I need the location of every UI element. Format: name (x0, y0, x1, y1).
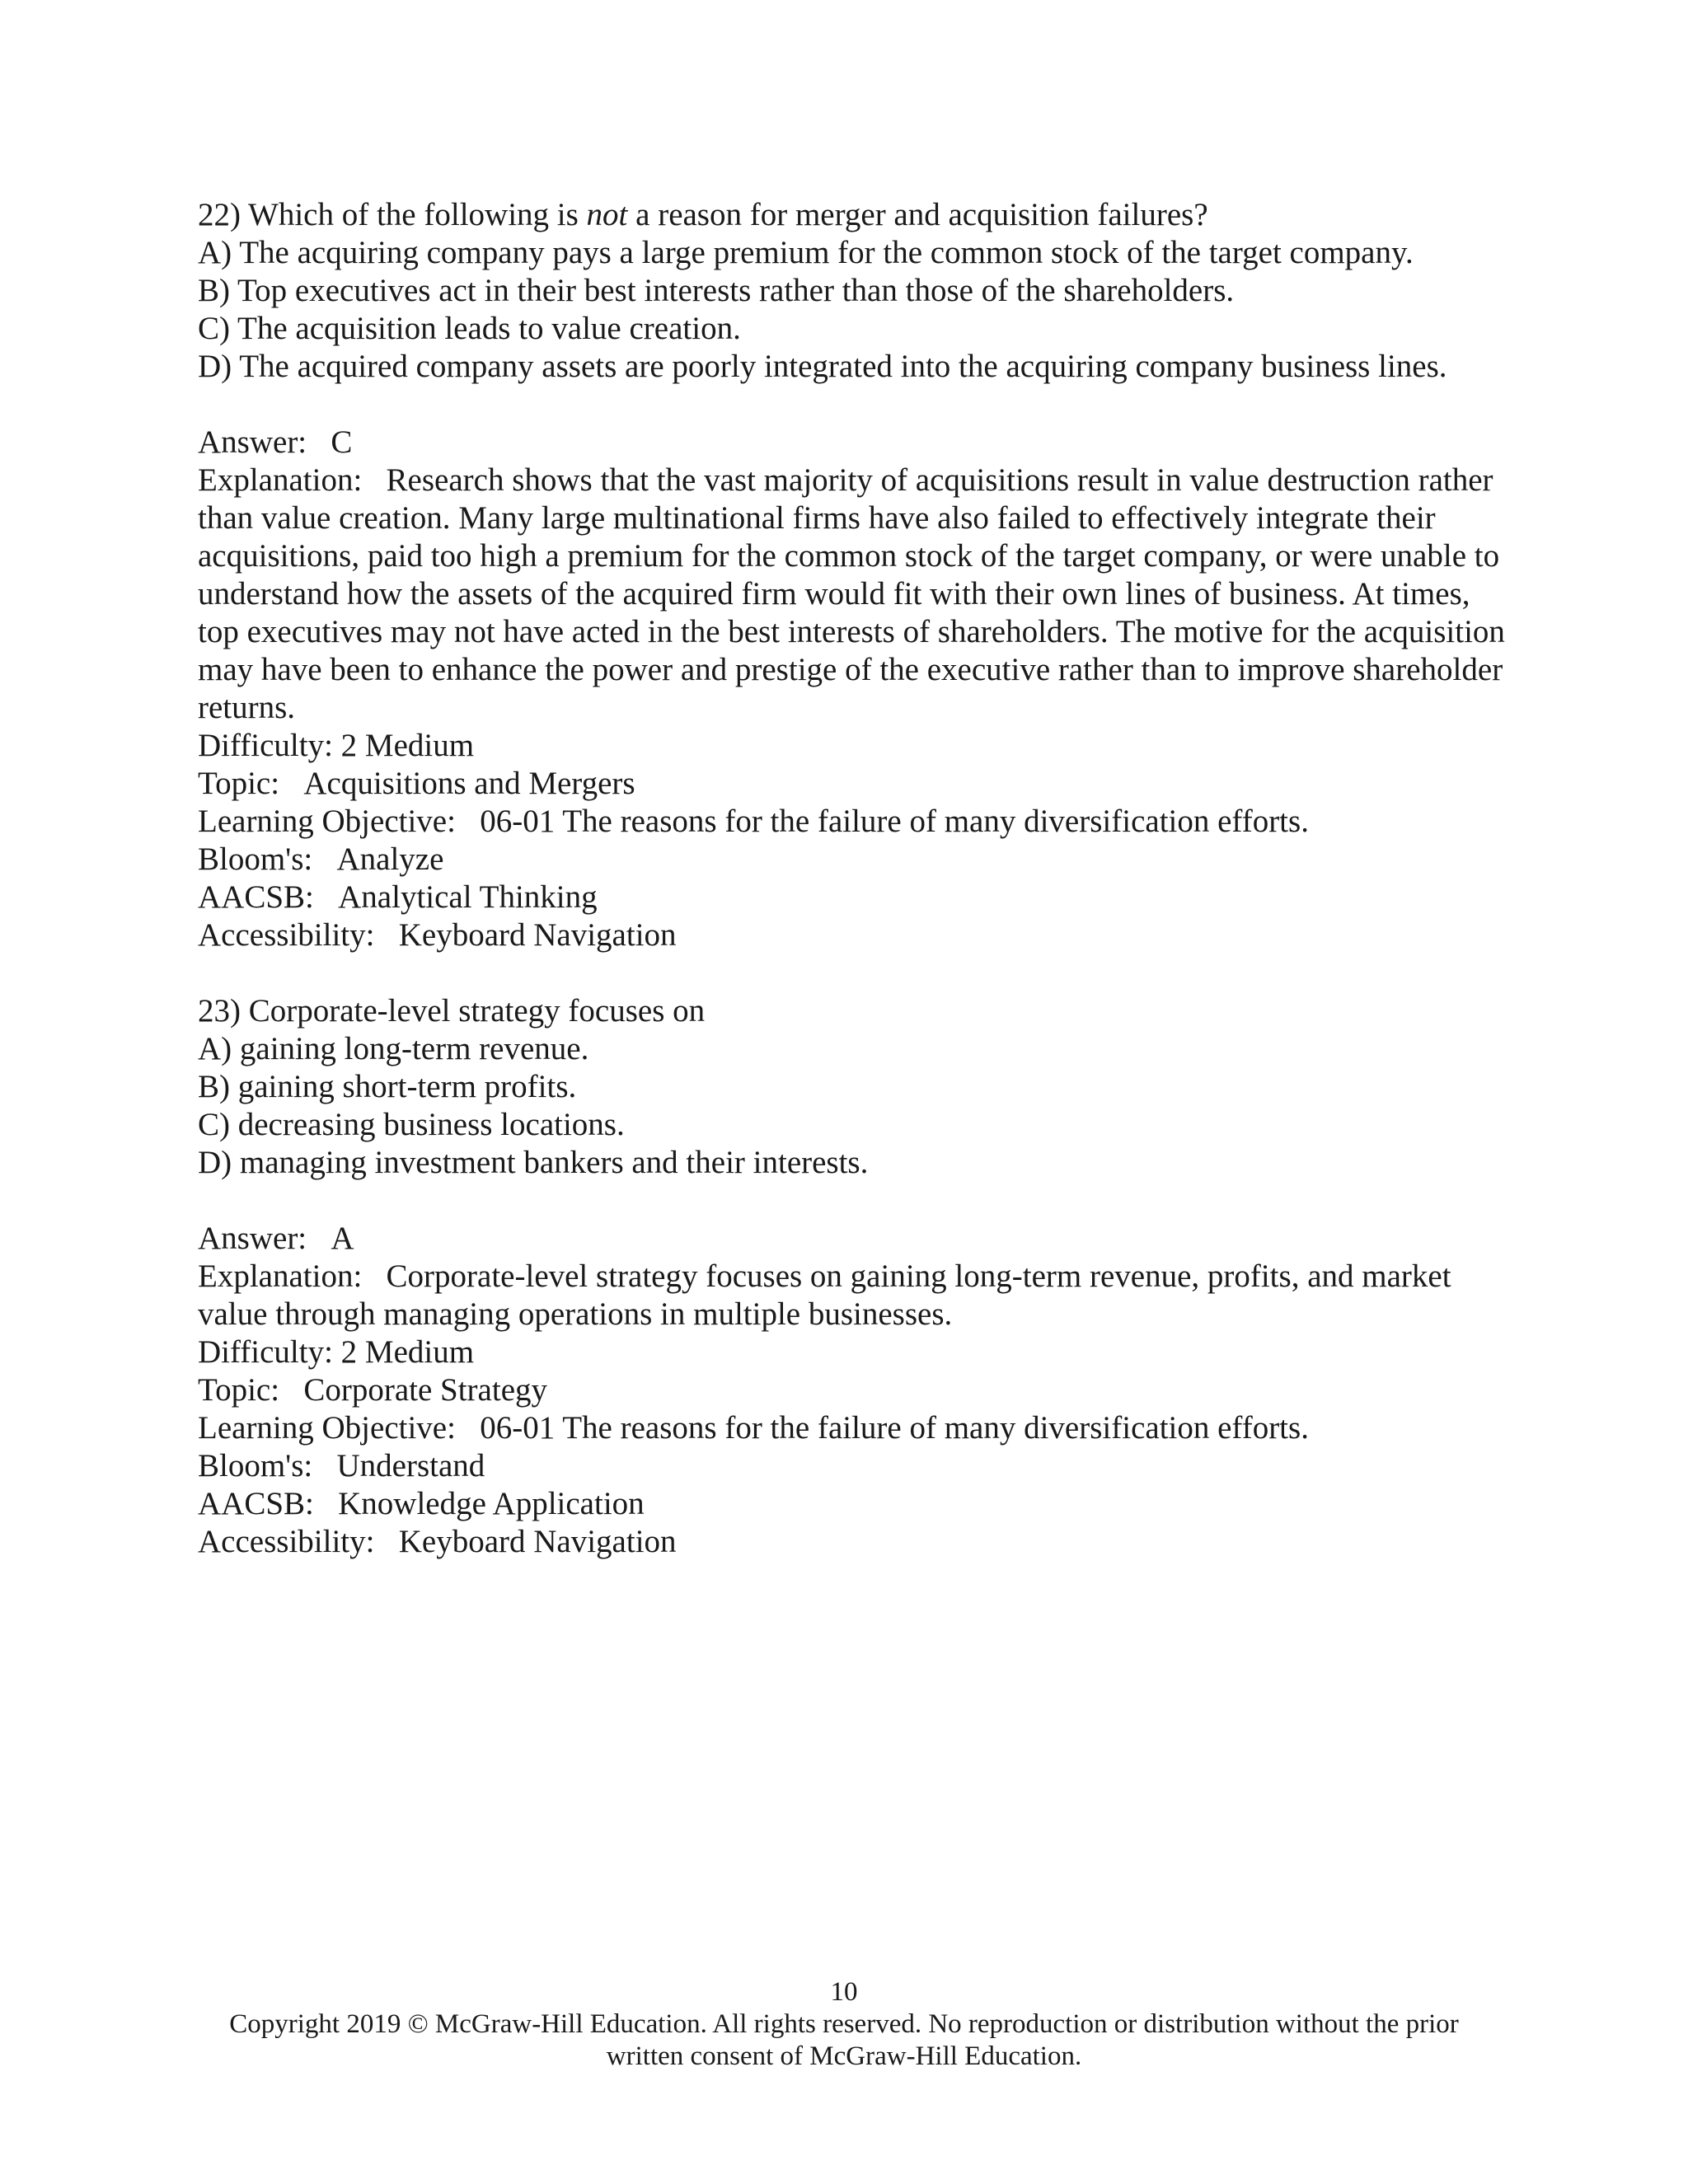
spacer (198, 954, 1517, 992)
explanation-text: Research shows that the vast majority of acquisitions result in value destruction rather than value creation. Many large multinational firms have also failed to effectively integrate their acquisitions, paid too high a premium for the common stock of the target company, or were unable to understand how the assets of the acquired firm would fit with their own lines of business. At times, top executives may not have acted in the best interests of shareholders. The motive for the acquisition may have been to enhance the power and prestige of the executive rather than to improve shareholder returns. (198, 462, 1505, 725)
difficulty: Difficulty: 2 Medium (198, 728, 475, 763)
answer-label: Answer: (198, 1221, 307, 1256)
blooms: Bloom's: Understand (198, 1448, 485, 1483)
topic: Topic: Acquisitions and Mergers (198, 766, 635, 801)
aacsb: AACSB: Analytical Thinking (198, 879, 598, 915)
accessibility: Accessibility: Keyboard Navigation (198, 1524, 677, 1559)
option-c: C) decreasing business locations. (198, 1107, 625, 1142)
answer-value: C (331, 424, 353, 460)
copyright-line-1: Copyright 2019 © McGraw-Hill Education. All rights reserved. No reproduction or distribution without the prior (229, 2009, 1459, 2039)
copyright-line-2: written consent of McGraw-Hill Education. (606, 2041, 1082, 2071)
difficulty: Difficulty: 2 Medium (198, 1334, 475, 1370)
spacer (198, 1182, 1517, 1220)
option-a: A) The acquiring company pays a large premium for the common stock of the target company. (198, 235, 1414, 270)
answer-line (198, 1220, 1517, 1258)
spacer (198, 386, 1517, 424)
emphasis-not: not (586, 197, 628, 232)
explanation (198, 462, 1517, 727)
option-d: D) managing investment bankers and their interests. (198, 1145, 869, 1180)
explanation-label: Explanation: (198, 462, 363, 498)
page-number: 10 (830, 1977, 858, 2007)
option-b: B) gaining short-term profits. (198, 1069, 577, 1104)
option-d: D) The acquired company assets are poorly integrated into the acquiring company business lines. (198, 349, 1447, 384)
page-footer (0, 1976, 1688, 2073)
accessibility: Accessibility: Keyboard Navigation (198, 917, 677, 953)
learning-objective: Learning Objective: 06-01 The reasons for the failure of many diversification efforts. (198, 1410, 1309, 1446)
question-stem: 23) Corporate-level strategy focuses on (198, 993, 706, 1029)
answer-label: Answer: (198, 424, 307, 460)
question-22 (198, 196, 1517, 954)
explanation-text: Corporate-level strategy focuses on gaining long-term revenue, profits, and market value through managing operations in multiple businesses. (198, 1258, 1451, 1332)
option-a: A) gaining long-term revenue. (198, 1031, 589, 1066)
topic: Topic: Corporate Strategy (198, 1372, 548, 1408)
learning-objective: Learning Objective: 06-01 The reasons for the failure of many diversification efforts. (198, 804, 1309, 839)
answer-line (198, 424, 1517, 462)
document-body (198, 196, 1517, 1561)
question-stem: 22) Which of the following is not a reason for merger and acquisition failures? (198, 197, 1208, 232)
question-23 (198, 992, 1517, 1561)
explanation-label: Explanation: (198, 1258, 363, 1294)
explanation (198, 1258, 1517, 1333)
answer-value: A (331, 1221, 354, 1256)
aacsb: AACSB: Knowledge Application (198, 1486, 645, 1521)
blooms: Bloom's: Analyze (198, 841, 444, 877)
option-b: B) Top executives act in their best interests rather than those of the shareholders. (198, 273, 1235, 308)
option-c: C) The acquisition leads to value creation. (198, 311, 741, 346)
